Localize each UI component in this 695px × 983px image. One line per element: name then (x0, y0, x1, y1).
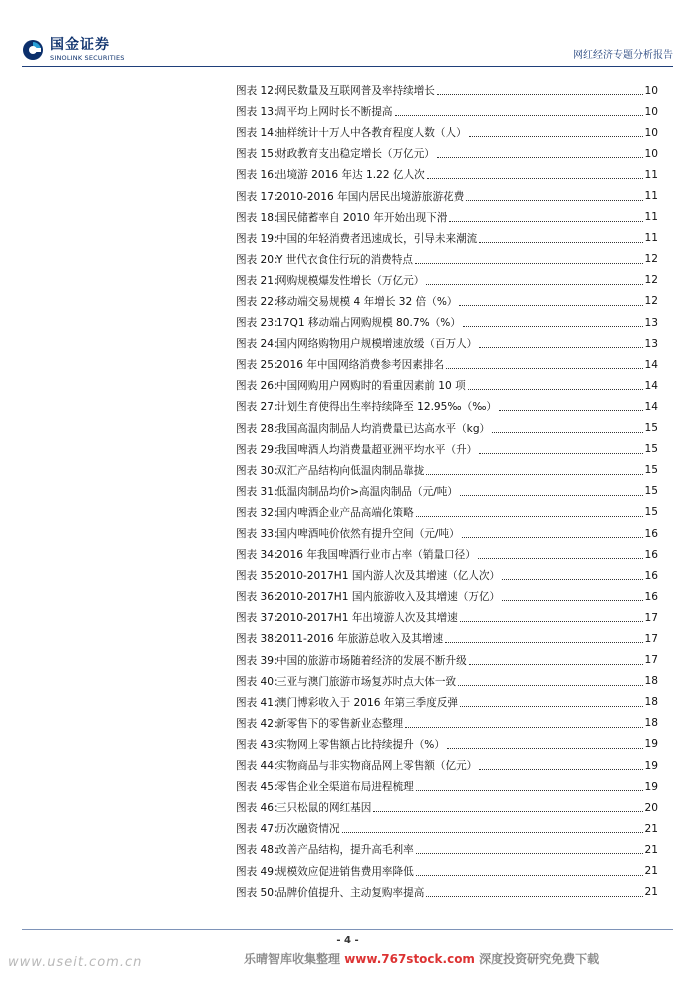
toc-entry-page: 16 (644, 569, 658, 582)
toc-entry-label: 图表 27: (236, 401, 278, 414)
toc-entry-page: 17 (644, 654, 658, 667)
toc-entry-page: 11 (644, 232, 658, 245)
toc-entry-leader (460, 621, 643, 622)
toc-entry[interactable] (236, 375, 658, 396)
toc-entry[interactable] (236, 185, 658, 206)
toc-entry-leader (462, 537, 643, 538)
toc-entry[interactable] (236, 143, 658, 164)
toc-entry-leader (478, 558, 643, 559)
toc-entry-title: 2010-2017H1 国内游人次及其增速（亿人次） (276, 570, 501, 583)
toc-entry-title: 网购规模爆发性增长（万亿元） (276, 274, 425, 287)
toc-entry[interactable] (236, 586, 658, 607)
toc-entry[interactable] (236, 650, 658, 671)
toc-entry-leader (499, 410, 642, 411)
toc-entry-title: 2016 年我国啤酒行业市占率（销量口径） (276, 549, 476, 562)
toc-entry-leader (492, 432, 642, 433)
table-of-figures (236, 80, 658, 903)
toc-entry-title: 网民数量及互联网普及率持续增长 (276, 85, 435, 98)
toc-entry-page: 18 (644, 717, 658, 730)
toc-entry-label: 图表 24: (236, 338, 278, 351)
toc-entry-title: 2010-2017H1 国内旅游收入及其增速（万亿） (276, 591, 501, 604)
toc-entry-title: 移动端交易规模 4 年增长 32 倍（%） (276, 295, 458, 308)
toc-entry-leader (447, 748, 643, 749)
toc-entry[interactable] (236, 544, 658, 565)
toc-entry-title: 财政教育支出稳定增长（万亿元） (276, 148, 435, 161)
toc-entry-title: 中国网购用户网购时的看重因素前 10 项 (276, 380, 466, 393)
toc-entry-label: 图表 50: (236, 886, 278, 899)
toc-entry-label: 图表 36: (236, 591, 278, 604)
toc-entry-label: 图表 43: (236, 738, 278, 751)
toc-entry-label: 图表 20: (236, 253, 278, 266)
toc-entry[interactable] (236, 354, 658, 375)
toc-entry-title: 历次融资情况 (276, 823, 340, 836)
toc-entry-page: 21 (644, 886, 658, 899)
toc-entry-page: 12 (644, 295, 658, 308)
toc-entry-page: 21 (644, 843, 658, 856)
toc-entry[interactable] (236, 818, 658, 839)
toc-entry-title: 抽样统计十万人中各教育程度人数（人） (276, 127, 467, 140)
toc-entry-page: 15 (644, 422, 658, 435)
toc-entry[interactable] (236, 671, 658, 692)
toc-entry-label: 图表 33: (236, 528, 278, 541)
toc-entry-leader (416, 853, 643, 854)
toc-entry-label: 图表 18: (236, 211, 278, 224)
toc-entry-label: 图表 45: (236, 781, 278, 794)
toc-entry[interactable] (236, 122, 658, 143)
watermark-left: www.useit.com.cn (8, 955, 143, 970)
toc-entry-page: 15 (644, 506, 658, 519)
toc-entry-leader (469, 136, 643, 137)
toc-entry-label: 图表 38: (236, 633, 278, 646)
toc-entry-page: 16 (644, 527, 658, 540)
toc-entry-page: 17 (644, 611, 658, 624)
watermark-right (244, 950, 599, 967)
watermark-prefix: 乐晴智库收集整理 (244, 952, 341, 966)
toc-entry-page: 16 (644, 590, 658, 603)
toc-entry-title: 低温肉制品均价>高温肉制品（元/吨） (276, 485, 458, 498)
toc-entry[interactable] (236, 502, 658, 523)
toc-entry[interactable] (236, 270, 658, 291)
toc-entry-label: 图表 16: (236, 169, 278, 182)
toc-entry-leader (466, 200, 642, 201)
toc-entry-page: 17 (644, 632, 658, 645)
toc-entry-label: 图表 49: (236, 865, 278, 878)
toc-entry-label: 图表 34: (236, 549, 278, 562)
toc-entry-page: 14 (644, 358, 658, 371)
logo-english-name: SINOLINK SECURITIES (50, 54, 125, 62)
toc-entry-page: 11 (644, 168, 658, 181)
toc-entry[interactable] (236, 523, 658, 544)
toc-entry-leader (395, 115, 643, 116)
toc-entry-page: 11 (644, 211, 658, 224)
toc-entry-label: 图表 39: (236, 654, 278, 667)
toc-entry[interactable] (236, 228, 658, 249)
toc-entry-label: 图表 44: (236, 760, 278, 773)
sinolink-logo (22, 38, 125, 62)
toc-entry-leader (468, 389, 643, 390)
toc-entry-label: 图表 37: (236, 612, 278, 625)
header-divider (22, 66, 673, 67)
toc-entry-label: 图表 14: (236, 127, 278, 140)
toc-entry-leader (437, 157, 643, 158)
toc-entry-title: 中国的旅游市场随着经济的发展不断升级 (276, 654, 467, 667)
toc-entry-title: 品牌价值提升、主动复购率提高 (276, 886, 425, 899)
toc-entry-leader (459, 305, 642, 306)
toc-entry-leader (446, 368, 642, 369)
toc-entry[interactable] (236, 439, 658, 460)
watermark-suffix: 深度投资研究免费下载 (479, 952, 600, 966)
toc-entry-title: 三亚与澳门旅游市场复苏时点大体一致 (276, 675, 457, 688)
toc-entry-title: Y 世代衣食住行玩的消费特点 (276, 253, 413, 266)
toc-entry-page: 18 (644, 696, 658, 709)
toc-entry-label: 图表 30: (236, 464, 278, 477)
toc-entry-page: 18 (644, 675, 658, 688)
toc-entry[interactable] (236, 839, 658, 860)
toc-entry-title: 2011-2016 年旅游总收入及其增速 (276, 633, 444, 646)
toc-entry-title: 国内啤酒吨价依然有提升空间（元/吨） (276, 528, 460, 541)
toc-entry-label: 图表 35: (236, 570, 278, 583)
toc-entry-leader (479, 347, 642, 348)
toc-entry-label: 图表 46: (236, 802, 278, 815)
toc-entry-page: 10 (644, 84, 658, 97)
toc-entry-label: 图表 17: (236, 190, 278, 203)
toc-entry[interactable] (236, 291, 658, 312)
toc-entry-label: 图表 15: (236, 148, 278, 161)
toc-entry-title: 新零售下的零售新业态整理 (276, 717, 404, 730)
toc-entry-title: 改善产品结构，提升高毛利率 (276, 844, 414, 857)
toc-entry-title: 实物网上零售额占比持续提升（%） (276, 738, 445, 751)
toc-entry-leader (426, 474, 642, 475)
toc-entry-title: 实物商品与非实物商品网上零售额（亿元） (276, 760, 478, 773)
toc-entry-page: 14 (644, 379, 658, 392)
toc-entry-title: 国内网络购物用户规模增速放缓（百万人） (276, 338, 478, 351)
toc-entry-title: 周平均上网时长不断提高 (276, 106, 393, 119)
toc-entry-title: 2010-2017H1 年出境游人次及其增速 (276, 612, 458, 625)
toc-entry[interactable] (236, 396, 658, 417)
toc-entry[interactable] (236, 101, 658, 122)
toc-entry-leader (416, 875, 643, 876)
toc-entry-page: 19 (644, 759, 658, 772)
toc-entry-leader (479, 453, 642, 454)
toc-entry[interactable] (236, 860, 658, 881)
toc-entry-label: 图表 40: (236, 675, 278, 688)
toc-entry-title: 澳门博彩收入于 2016 年第三季度反弹 (276, 696, 459, 709)
toc-entry-label: 图表 22: (236, 295, 278, 308)
toc-entry-leader (373, 811, 642, 812)
toc-entry[interactable] (236, 713, 658, 734)
toc-entry-page: 19 (644, 738, 658, 751)
toc-entry-label: 图表 23: (236, 317, 278, 330)
toc-entry-page: 10 (644, 105, 658, 118)
toc-entry-leader (460, 495, 643, 496)
toc-entry-page: 13 (644, 316, 658, 329)
toc-entry-label: 图表 12: (236, 85, 278, 98)
toc-entry-page: 20 (644, 801, 658, 814)
toc-entry-page: 21 (644, 822, 658, 835)
toc-entry-page: 10 (644, 126, 658, 139)
toc-entry-title: 国内啤酒企业产品高端化策略 (276, 506, 414, 519)
toc-entry-leader (405, 727, 642, 728)
toc-entry-leader (502, 600, 642, 601)
footer-divider (22, 929, 673, 930)
toc-entry-label: 图表 41: (236, 696, 278, 709)
toc-entry[interactable] (236, 418, 658, 439)
toc-entry-title: 我国高温肉制品人均消费量已达高水平（kg） (276, 422, 491, 435)
report-title: 网红经济专题分析报告 (573, 50, 673, 61)
toc-entry-page: 16 (644, 548, 658, 561)
toc-entry-title: 零售企业全渠道布局进程梳理 (276, 781, 414, 794)
toc-entry[interactable] (236, 164, 658, 185)
toc-entry-title: 计划生育使得出生率持续降至 12.95‰（‰） (276, 401, 498, 414)
toc-entry-title: 2010-2016 年国内居民出境游旅游花费 (276, 190, 465, 203)
toc-entry-label: 图表 19: (236, 232, 278, 245)
toc-entry[interactable] (236, 882, 658, 903)
toc-entry[interactable] (236, 797, 658, 818)
toc-entry-page: 21 (644, 865, 658, 878)
toc-entry-page: 12 (644, 274, 658, 287)
toc-entry[interactable] (236, 628, 658, 649)
toc-entry-leader (437, 94, 643, 95)
toc-entry[interactable] (236, 565, 658, 586)
toc-entry[interactable] (236, 776, 658, 797)
toc-entry-leader (426, 896, 642, 897)
page-header (0, 0, 695, 70)
toc-entry-label: 图表 29: (236, 443, 278, 456)
toc-entry-page: 15 (644, 464, 658, 477)
toc-entry-leader (449, 221, 642, 222)
watermark-url: www.767stock.com (344, 952, 475, 966)
toc-entry[interactable] (236, 249, 658, 270)
toc-entry-leader (460, 706, 643, 707)
toc-entry-title: 三只松鼠的网红基因 (276, 802, 372, 815)
toc-entry-leader (502, 579, 642, 580)
toc-entry[interactable] (236, 333, 658, 354)
toc-entry-label: 图表 47: (236, 823, 278, 836)
toc-entry-page: 12 (644, 253, 658, 266)
toc-entry-label: 图表 48: (236, 844, 278, 857)
toc-entry-leader (479, 769, 642, 770)
toc-entry-label: 图表 25: (236, 359, 278, 372)
toc-entry-leader (416, 516, 643, 517)
toc-entry-label: 图表 28: (236, 422, 278, 435)
toc-entry-leader (342, 832, 643, 833)
toc-entry-page: 11 (644, 190, 658, 203)
toc-entry[interactable] (236, 607, 658, 628)
toc-entry-leader (463, 326, 643, 327)
toc-entry[interactable] (236, 312, 658, 333)
toc-entry-label: 图表 31: (236, 485, 278, 498)
toc-entry[interactable] (236, 460, 658, 481)
toc-entry[interactable] (236, 734, 658, 755)
page-number: - 4 - (336, 935, 359, 946)
toc-entry-page: 13 (644, 337, 658, 350)
toc-entry-leader (416, 790, 643, 791)
toc-entry-label: 图表 21: (236, 274, 278, 287)
toc-entry-leader (426, 284, 642, 285)
toc-entry-title: 我国啤酒人均消费量超亚洲平均水平（升） (276, 443, 478, 456)
toc-entry-leader (469, 664, 643, 665)
toc-entry-title: 国民储蓄率自 2010 年开始出现下滑 (276, 211, 448, 224)
toc-entry[interactable] (236, 207, 658, 228)
toc-entry-leader (458, 685, 642, 686)
toc-entry-title: 出境游 2016 年达 1.22 亿人次 (276, 169, 425, 182)
toc-entry[interactable] (236, 481, 658, 502)
toc-entry-leader (445, 642, 642, 643)
toc-entry-page: 15 (644, 485, 658, 498)
toc-entry-leader (479, 242, 642, 243)
toc-entry-label: 图表 26: (236, 380, 278, 393)
toc-entry-title: 中国的年轻消费者迅速成长，引导未来潮流 (276, 232, 478, 245)
toc-entry-label: 图表 42: (236, 717, 278, 730)
sinolink-logo-icon (22, 39, 44, 61)
toc-entry[interactable] (236, 692, 658, 713)
toc-entry-label: 图表 13: (236, 106, 278, 119)
toc-entry-page: 14 (644, 400, 658, 413)
toc-entry-title: 17Q1 移动端占网购规模 80.7%（%） (276, 317, 461, 330)
toc-entry-title: 双汇产品结构向低温肉制品靠拢 (276, 464, 425, 477)
toc-entry-page: 15 (644, 443, 658, 456)
toc-entry-title: 2016 年中国网络消费参考因素排名 (276, 359, 445, 372)
toc-entry-page: 10 (644, 147, 658, 160)
toc-entry[interactable] (236, 80, 658, 101)
logo-chinese-name: 国金证券 (50, 37, 110, 53)
toc-entry-label: 图表 32: (236, 506, 278, 519)
toc-entry-leader (415, 263, 643, 264)
toc-entry-leader (427, 178, 643, 179)
toc-entry-page: 19 (644, 780, 658, 793)
toc-entry-title: 规模效应促进销售费用率降低 (276, 865, 414, 878)
toc-entry[interactable] (236, 755, 658, 776)
